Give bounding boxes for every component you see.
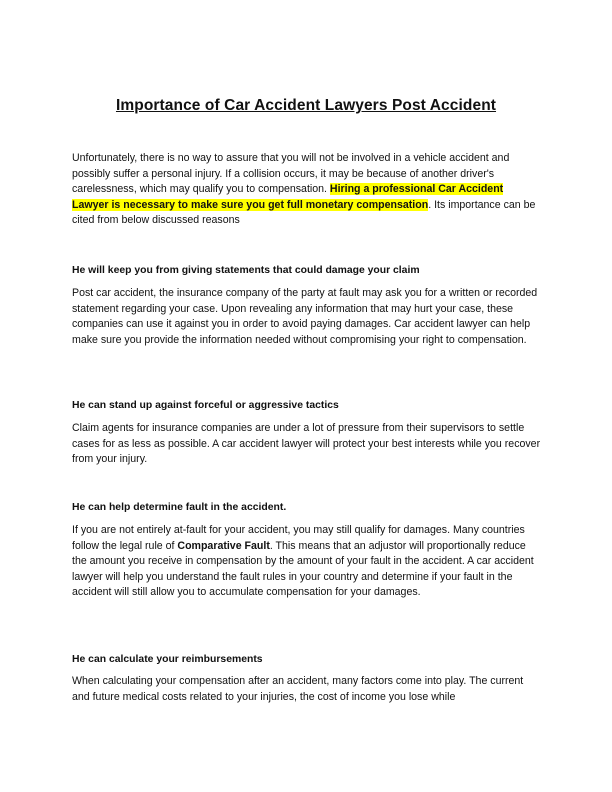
section-body-tactics [72,421,542,468]
section-heading-tactics: He can stand up against forceful or aggressive tactics [72,400,339,411]
section-heading-fault: He can help determine fault in the accident. [72,502,287,513]
intro-paragraph [72,151,542,229]
intro-text-end: . Its importance can be cited from below discussed reasons [72,198,536,227]
section-text: If you are not entirely at-fault for your accident, you may still qualify for damages. Many countries follow the legal rule of [72,524,525,552]
section-body-statements [72,286,542,348]
section-body-reimbursements [72,674,542,705]
section-heading-statements: He will keep you from giving statements that could damage your claim [72,265,420,276]
section-body-fault [72,523,542,601]
section-text: Claim agents for insurance companies are under a lot of pressure from their supervisors to settle cases for as less as possible. A car accident lawyer will protect your best interests while you recover from your injury. [72,422,541,466]
intro-highlight: Hiring a professional Car Accident Lawyer is necessary to make sure you get full monetary compensation [72,183,504,211]
section-heading-reimbursements: He can calculate your reimbursements [72,654,263,665]
page-title: Importance of Car Accident Lawyers Post Accident [115,97,497,114]
section-text: When calculating your compensation after an accident, many factors come into play. The current and future medical costs related to your injuries, the cost of income you lose while [72,675,524,703]
intro-text: Unfortunately, there is no way to assure that you will not be involved in a vehicle accident and possibly suffer a personal injury. If a collision occurs, it may be because of another driver's carelessness, which may qualify you to compensation. [72,152,510,196]
section-text-end: . This means that an adjustor will proportionally reduce the amount you receive in compensation by the amount of your fault in the accident. A car accident lawyer will help you understand the fault rules in your country and determine if your fault in the accident will still allow you to accumulate compensation for your damages. [72,539,534,599]
section-text: Post car accident, the insurance company of the party at fault may ask you for a written or recorded statement regarding your case. Upon revealing any information that may hurt your case, these companies can use it against you in order to avoid paying damages. Car accident lawyer can help make sure you provide the information needed without compromising your right to compensation. [72,287,538,346]
comparative-fault-term: Comparative Fault [177,539,270,552]
